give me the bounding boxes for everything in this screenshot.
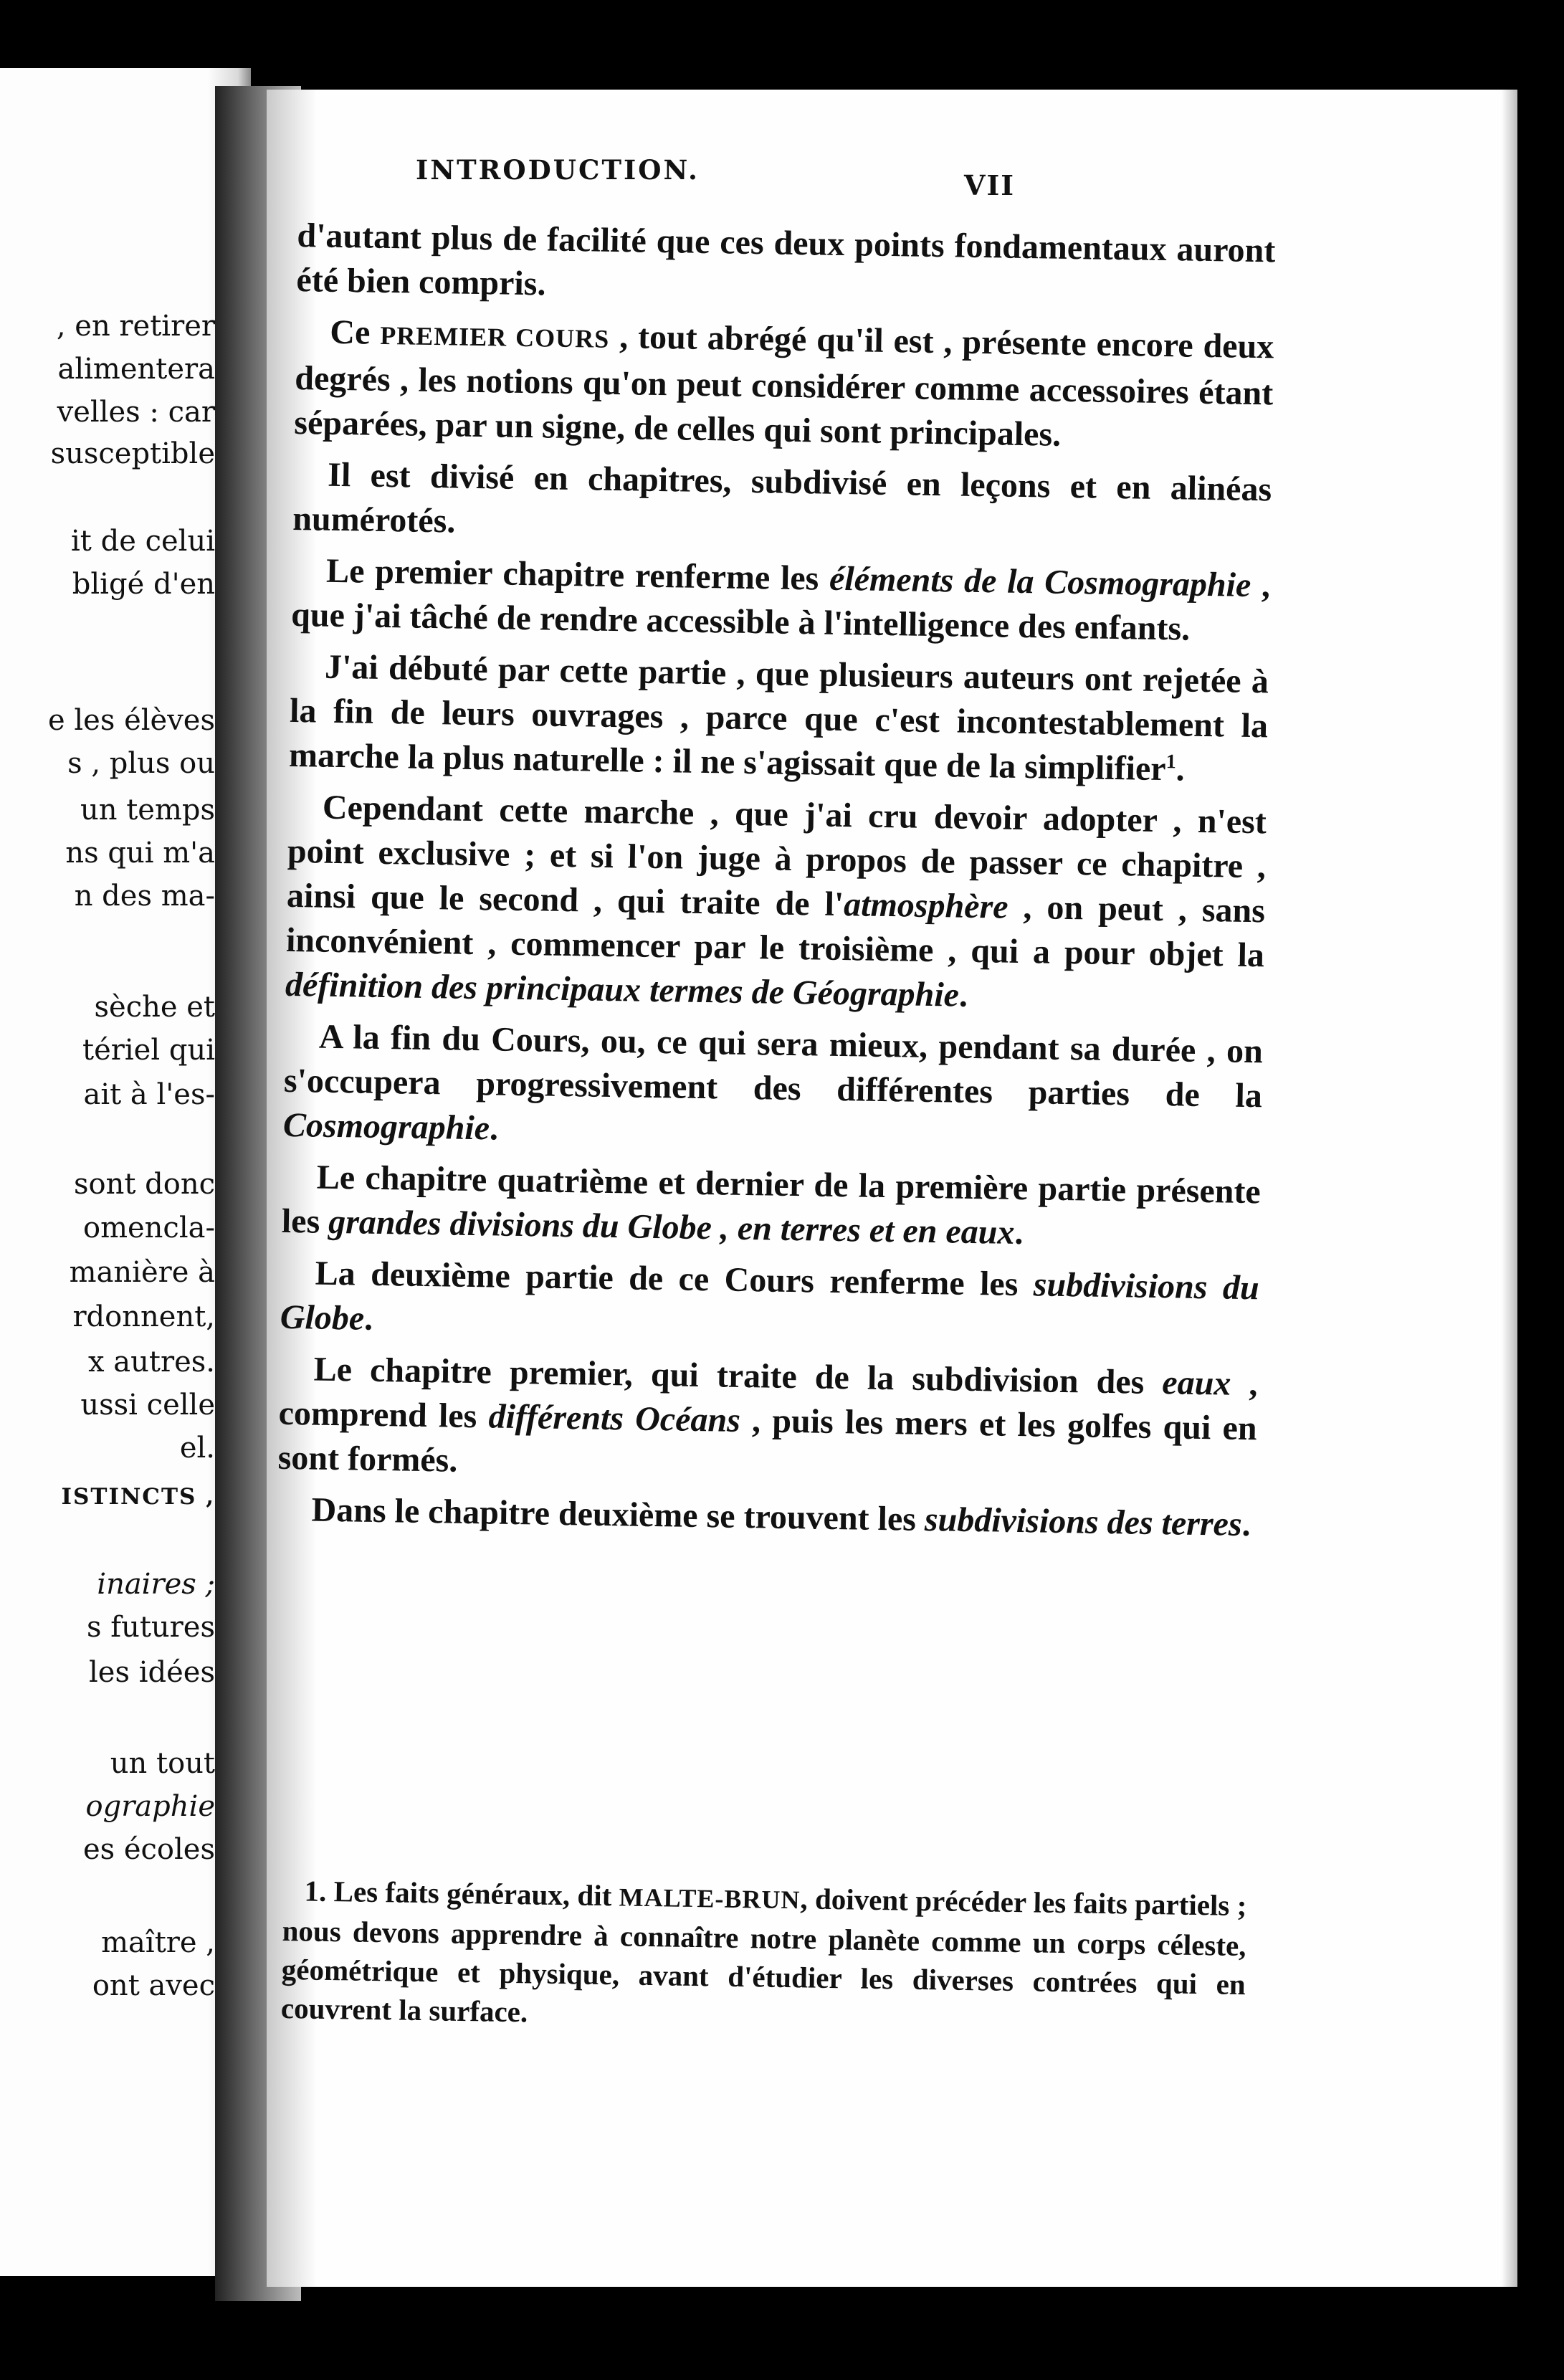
paragraph-text: J'ai débuté par cette partie , que plusieurs auteurs ont rejetée à la fin de leurs ouvrages , parce que c'est incontestablement la marche la plus naturelle : il ne s'agissait que de la simplifier [288,647,1269,789]
left-line: les idées [89,1656,215,1689]
paragraph-text: d'autant plus de facilité que ces deux points fondamentaux auront été bien compris. [296,216,1276,303]
paragraph [292,452,1272,556]
left-line: it de celui [71,525,215,558]
left-line: s , plus ou [67,747,215,780]
left-facing-page [0,68,251,2276]
paragraph [277,1488,1256,1547]
left-line: ussi celle [80,1389,215,1422]
paragraph-text: Le premier chapitre renferme les [325,551,830,598]
italic-text: définition des principaux termes de Géographie [285,965,960,1014]
paragraph-text: , tout abrégé qu'il est , présente encore deux degrés , les notions qu'on peut considérer comme accessoires étant séparées, par un signe, de celles qui sont principales. [294,317,1274,454]
italic-text: Cosmographie [282,1105,490,1148]
left-line: inaires ; [97,1568,215,1601]
body-text [277,214,1276,1554]
italic-text: subdivisions des terres [924,1500,1243,1543]
paragraph [291,548,1271,652]
italic-text: différents Océans [488,1397,741,1439]
left-line: sèche et [94,991,215,1024]
left-line: maître , [101,1926,215,1959]
italic-text: eaux [1162,1363,1231,1403]
paragraph [283,1014,1264,1163]
left-line: omencla- [82,1212,215,1244]
left-line: , en retirer [56,310,215,343]
paragraph [281,1155,1261,1259]
left-line: tériel qui [82,1034,215,1067]
paragraph [280,1251,1259,1355]
left-line: s futures [87,1611,215,1644]
left-line: ographie [85,1790,215,1823]
paragraph-text: , comprend les [278,1364,1258,1436]
left-line: un tout [110,1747,215,1780]
left-line: ISTINCTS , [61,1484,215,1510]
footnote [281,1871,1247,2042]
paragraph-text: . [363,1299,373,1338]
left-line: ont avec [92,1969,215,2002]
page-number: VII [964,169,1016,201]
footnote-part: , doivent précéder les faits partiels ; nous devons apprendre à connaître notre planète comme un corps céleste, géométrique et physique, avant d'étudier les diverses contrées qui en couvrent la surface. [280,1882,1247,2029]
paragraph-text: . [958,976,968,1014]
italic-text: subdivisions du Globe [280,1265,1260,1338]
paragraph-text: Le chapitre quatrième et dernier de la première partie présente les [281,1158,1262,1241]
paragraph-text: A la fin du Cours, ou, ce qui sera mieux, pendant sa durée , on s'occupera progressivement des différentes parties de la [283,1017,1264,1115]
paragraph-text: . [1176,750,1185,789]
left-line: e les élèves [47,704,215,737]
left-line: susceptible [50,437,215,470]
footnote-marker: 1 [1165,751,1176,774]
left-line: ait à l'es- [83,1078,215,1111]
running-header-title: INTRODUCTION. [416,154,700,186]
paragraph [289,644,1269,793]
paragraph-text: Dans le chapitre deuxième se trouvent les [311,1490,925,1538]
footnote-number: 1. [304,1874,327,1908]
paragraph [294,310,1274,460]
italic-text: atmosphère [843,885,1009,926]
left-line: manière à [69,1256,215,1289]
small-caps-text: PREMIER COURS [379,320,610,353]
paragraph-text: , que j'ai tâché de rendre accessible à l'intelligence des enfants. [290,566,1271,648]
paragraph-text: La deuxième partie de ce Cours renferme les [315,1254,1034,1304]
paragraph [296,214,1276,318]
paragraph-text: Ce [329,313,381,352]
left-line: el. [179,1432,215,1465]
left-line: alimentera [57,353,215,386]
paragraph [277,1347,1258,1495]
left-line: bligé d'en [72,568,215,601]
paragraph-text: , puis les mers et les golfes qui en sont formés. [277,1401,1257,1480]
paragraph-text: . [1241,1505,1251,1544]
left-line: ns qui m'a [65,837,215,870]
left-line: un temps [80,794,215,827]
paragraph-text: Il est divisé en chapitres, subdivisé en leçons et en alinéas numérotés. [292,455,1272,541]
paragraph-text: Le chapitre premier, qui traite de la subdivision des [313,1350,1163,1402]
paragraph-text: . [489,1109,499,1148]
page-edge-shadow [1502,90,1517,2287]
paragraph-text: Cependant cette marche , que j'ai cru devoir adopter , n'est point exclusive ; et si l'on juge à propos de passer ce chapitre , ainsi que le second , qui traite de l' [286,788,1267,924]
italic-text: grandes divisions du Globe , en terres et en eaux [328,1202,1015,1252]
left-line: x autres. [88,1346,215,1379]
footnote-part: Les faits généraux, dit [325,1874,620,1913]
italic-text: éléments de la Cosmographie [829,559,1251,604]
paragraph-text: , on peut , sans inconvénient , commencer par le troisième , qui a pour objet la [285,887,1266,975]
left-line: rdonnent, [72,1300,215,1333]
left-line: velles : car [57,396,215,429]
left-line: sont donc [73,1168,215,1201]
paragraph-text: . [1014,1213,1024,1252]
footnote-text [281,1871,1247,2042]
small-caps-text: MALTE-BRUN [619,1882,801,1915]
paragraph [285,785,1267,1022]
left-line: n des ma- [74,880,215,913]
left-line: es écoles [82,1833,215,1866]
